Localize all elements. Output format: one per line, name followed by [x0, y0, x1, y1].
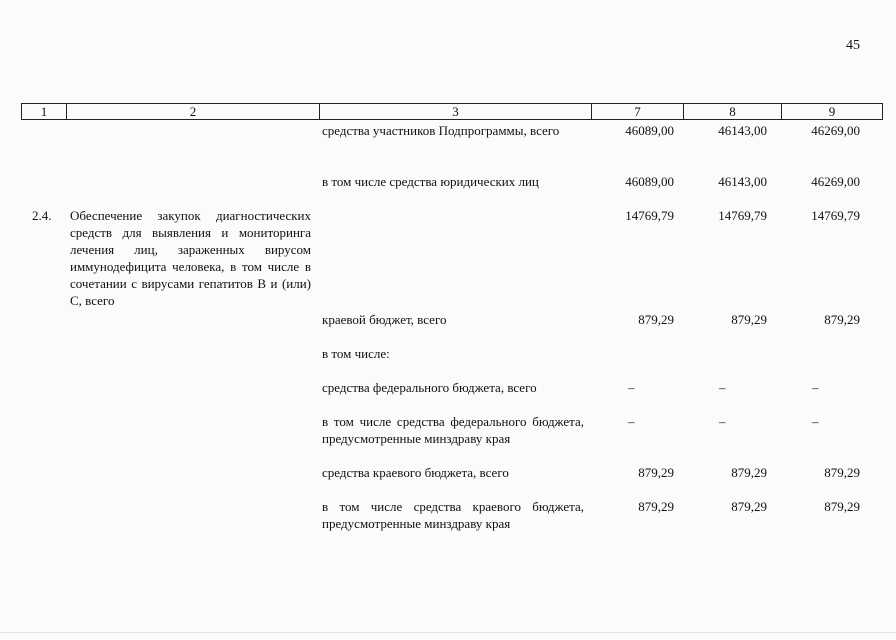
value-col-8: 879,29 — [731, 465, 767, 480]
header-col-9: 9 — [828, 104, 836, 119]
value-col-7: 879,29 — [638, 465, 674, 480]
source-cell: средства федерального бюджета, всего — [322, 380, 537, 395]
value-col-7: 14769,79 — [625, 208, 674, 223]
value-col-7: 879,29 — [638, 499, 674, 514]
value-col-9: 46269,00 — [811, 123, 860, 138]
source-cell: средства участников Подпрограммы, всего — [322, 123, 560, 138]
header-col-7: 7 — [592, 104, 684, 119]
value-col-8: 46143,00 — [718, 123, 767, 138]
item-number: 2.4. — [32, 208, 52, 223]
value-col-8: 879,29 — [731, 312, 767, 327]
value-col-7: – — [628, 414, 635, 429]
value-col-9: 879,29 — [824, 499, 860, 514]
scan-edge-line — [0, 632, 896, 633]
page-number: 45 — [846, 38, 860, 53]
value-col-8: 46143,00 — [718, 174, 767, 189]
value-col-9: 879,29 — [824, 465, 860, 480]
header-col-1: 1 — [22, 104, 67, 119]
header-col-3: 3 — [320, 104, 592, 119]
value-col-7: – — [628, 380, 635, 395]
value-col-8: – — [719, 380, 726, 395]
source-cell: в том числе средства федерального бюджета, предусмотренные минздраву края — [322, 414, 584, 446]
source-cell: средства краевого бюджета, всего — [322, 465, 509, 480]
header-col-8: 8 — [684, 104, 782, 119]
value-col-8: – — [719, 414, 726, 429]
header-col-2: 2 — [67, 104, 320, 119]
source-cell: в том числе средства краевого бюджета, предусмотренные минздраву края — [322, 499, 584, 531]
value-col-9: – — [812, 414, 819, 429]
table-header — [21, 103, 883, 120]
value-col-7: 46089,00 — [625, 123, 674, 138]
value-col-9: 14769,79 — [811, 208, 860, 223]
value-col-7: 46089,00 — [625, 174, 674, 189]
value-col-9: 879,29 — [824, 312, 860, 327]
value-col-8: 14769,79 — [718, 208, 767, 223]
value-col-9: – — [812, 380, 819, 395]
value-col-7: 879,29 — [638, 312, 674, 327]
value-col-9: 46269,00 — [811, 174, 860, 189]
item-name: Обеспечение закупок диагностических средств для выявления и мониторинга лечения лиц, зараженных вирусом иммунодефицита человека, в том числе в сочетании с вирусами гепатитов В и (или) С, всего — [70, 208, 311, 308]
value-col-8: 879,29 — [731, 499, 767, 514]
source-cell: краевой бюджет, всего — [322, 312, 447, 327]
source-cell: в том числе: — [322, 346, 390, 361]
source-cell: в том числе средства юридических лиц — [322, 174, 539, 189]
